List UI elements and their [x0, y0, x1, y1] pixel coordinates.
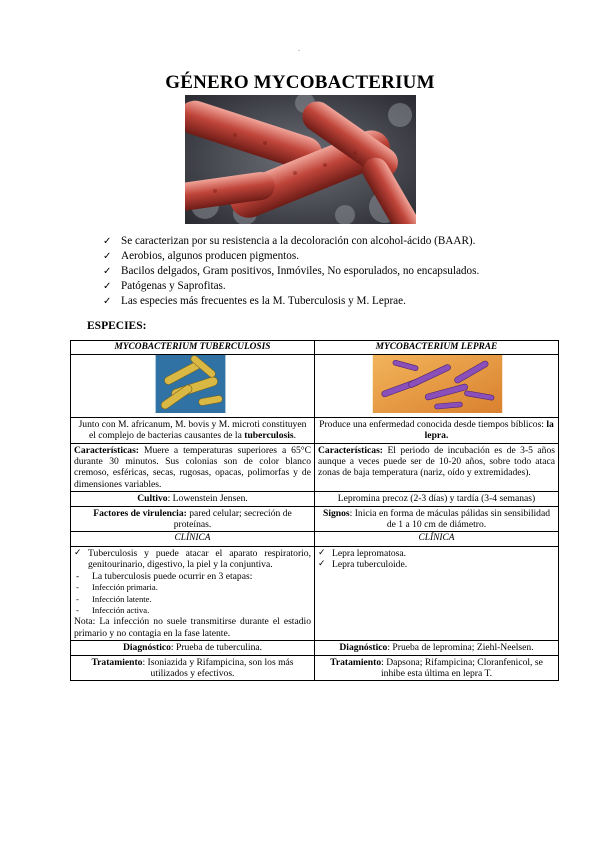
tb-caracteristicas: Características: Muere a temperaturas superiores a 65°C durante 30 minutos. Sus colonias son de color blanco cremoso, esféricas, secas, rugosas, opacas, polimorfas y de dimensiones variables. [71, 443, 315, 492]
list-item: ✓ Lepra lepromatosa. [318, 547, 407, 559]
check-icon: ✓ [318, 547, 326, 558]
leprae-header: MYCOBACTERIUM LEPRAE [315, 341, 559, 355]
dash-icon: - [76, 582, 79, 593]
list-item: - La tuberculosis puede ocurrir en 3 etapas: [76, 570, 253, 582]
section-heading-especies: ESPECIES: [87, 320, 147, 332]
table-row [71, 506, 559, 532]
list-item: - Infección primaria. [76, 582, 158, 593]
tb-nota: Nota: La infección no suele transmitirse durante el estadio primario y no contagia en la fase latente. [74, 616, 311, 639]
list-item: ✓ Tuberculosis y puede atacar el aparato respiratorio, genitourinario, digestivo, la piel y la conjuntiva. [74, 547, 311, 571]
list-item: ✓ Lepra tuberculoide. [318, 559, 408, 571]
check-icon: ✓ [103, 266, 112, 277]
list-item: ✓ Aerobios, algunos producen pigmentos. [103, 250, 300, 262]
list-item: ✓ Las especies más frecuentes es la M. Tuberculosis y M. Leprae. [103, 295, 406, 307]
list-item: - Infección latente. [76, 593, 152, 604]
list-item: ✓ Bacilos delgados, Gram positivos, Inmóviles, No esporulados, no encapsulados. [103, 265, 480, 277]
hero-bacteria-image [185, 95, 416, 224]
leprae-intro: Produce una enfermedad conocida desde tiempos bíblicos: la lepra. [315, 417, 559, 443]
check-icon: ✓ [103, 296, 112, 307]
dash-icon: - [76, 593, 79, 604]
leprae-tratamiento: Tratamiento: Dapsona; Rifampicina; Cloranfenicol, se inhibe esta última en lepra T. [315, 655, 559, 681]
table-row [71, 532, 559, 546]
tb-intro: Junto con M. africanum, M. bovis y M. microti constituyen el complejo de bacterias causantes de la tuberculosis. [71, 417, 315, 443]
species-table [70, 340, 559, 681]
leprae-micrograph-image [315, 355, 558, 413]
list-item: - Infección activa. [76, 604, 150, 615]
leprae-signos: Signos: Inicia en forma de máculas pálidas sin sensibilidad de 1 a 10 cm de diámetro. [315, 506, 559, 532]
tb-tratamiento: Tratamiento: Isoniazida y Rifampicina, son los más utilizados y efectivos. [71, 655, 315, 681]
tb-header: MYCOBACTERIUM TUBERCULOSIS [71, 341, 315, 355]
list-item: ✓ Patógenas y Saprofitas. [103, 280, 226, 292]
check-icon: ✓ [103, 236, 112, 247]
tb-image-cell [71, 355, 315, 417]
leprae-caracteristicas: Características: El periodo de incubación es de 3-5 años aunque a veces puede ser de 10-20 años, sobre todo ataca zonas de baja temperatura (nariz, oído y extremidades). [315, 443, 559, 492]
check-icon: ✓ [103, 251, 112, 262]
leprae-diagnostico: Diagnóstico: Prueba de lepromina; Ziehl-Neelsen. [315, 641, 559, 655]
characteristics-list [103, 234, 479, 309]
table-row [71, 492, 559, 506]
leprae-clinica-heading: CLÍNICA [315, 532, 559, 546]
leprae-cultivo: Lepromina precoz (2-3 días) y tardía (3-4 semanas) [315, 492, 559, 506]
leprae-clinica-content [315, 546, 559, 640]
table-row [71, 655, 559, 681]
list-item: ✓ Se caracterizan por su resistencia a la decoloración con alcohol-ácido (BAAR). [103, 235, 476, 247]
tb-cultivo: Cultivo: Lowenstein Jensen. [71, 492, 315, 506]
table-row [71, 341, 559, 355]
tb-factores-virulencia: Factores de virulencia: pared celular; secreción de proteínas. [71, 506, 315, 532]
table-row [71, 641, 559, 655]
tb-clinica-heading: CLÍNICA [71, 532, 315, 546]
tb-micrograph-image [71, 355, 314, 413]
check-icon: ✓ [74, 547, 82, 558]
dash-icon: - [76, 570, 80, 582]
table-row [71, 546, 559, 640]
check-icon: ✓ [318, 559, 326, 570]
table-row [71, 355, 559, 417]
tb-clinica-content [71, 546, 315, 640]
dash-icon: - [76, 604, 79, 615]
check-icon: ✓ [103, 281, 112, 292]
page-title: GÉNERO MYCOBACTERIUM [165, 72, 435, 93]
tb-diagnostico: Diagnóstico: Prueba de tuberculina. [71, 641, 315, 655]
leprae-image-cell [315, 355, 559, 417]
page-marker-dot: . [298, 44, 300, 53]
table-row [71, 443, 559, 492]
table-row [71, 417, 559, 443]
